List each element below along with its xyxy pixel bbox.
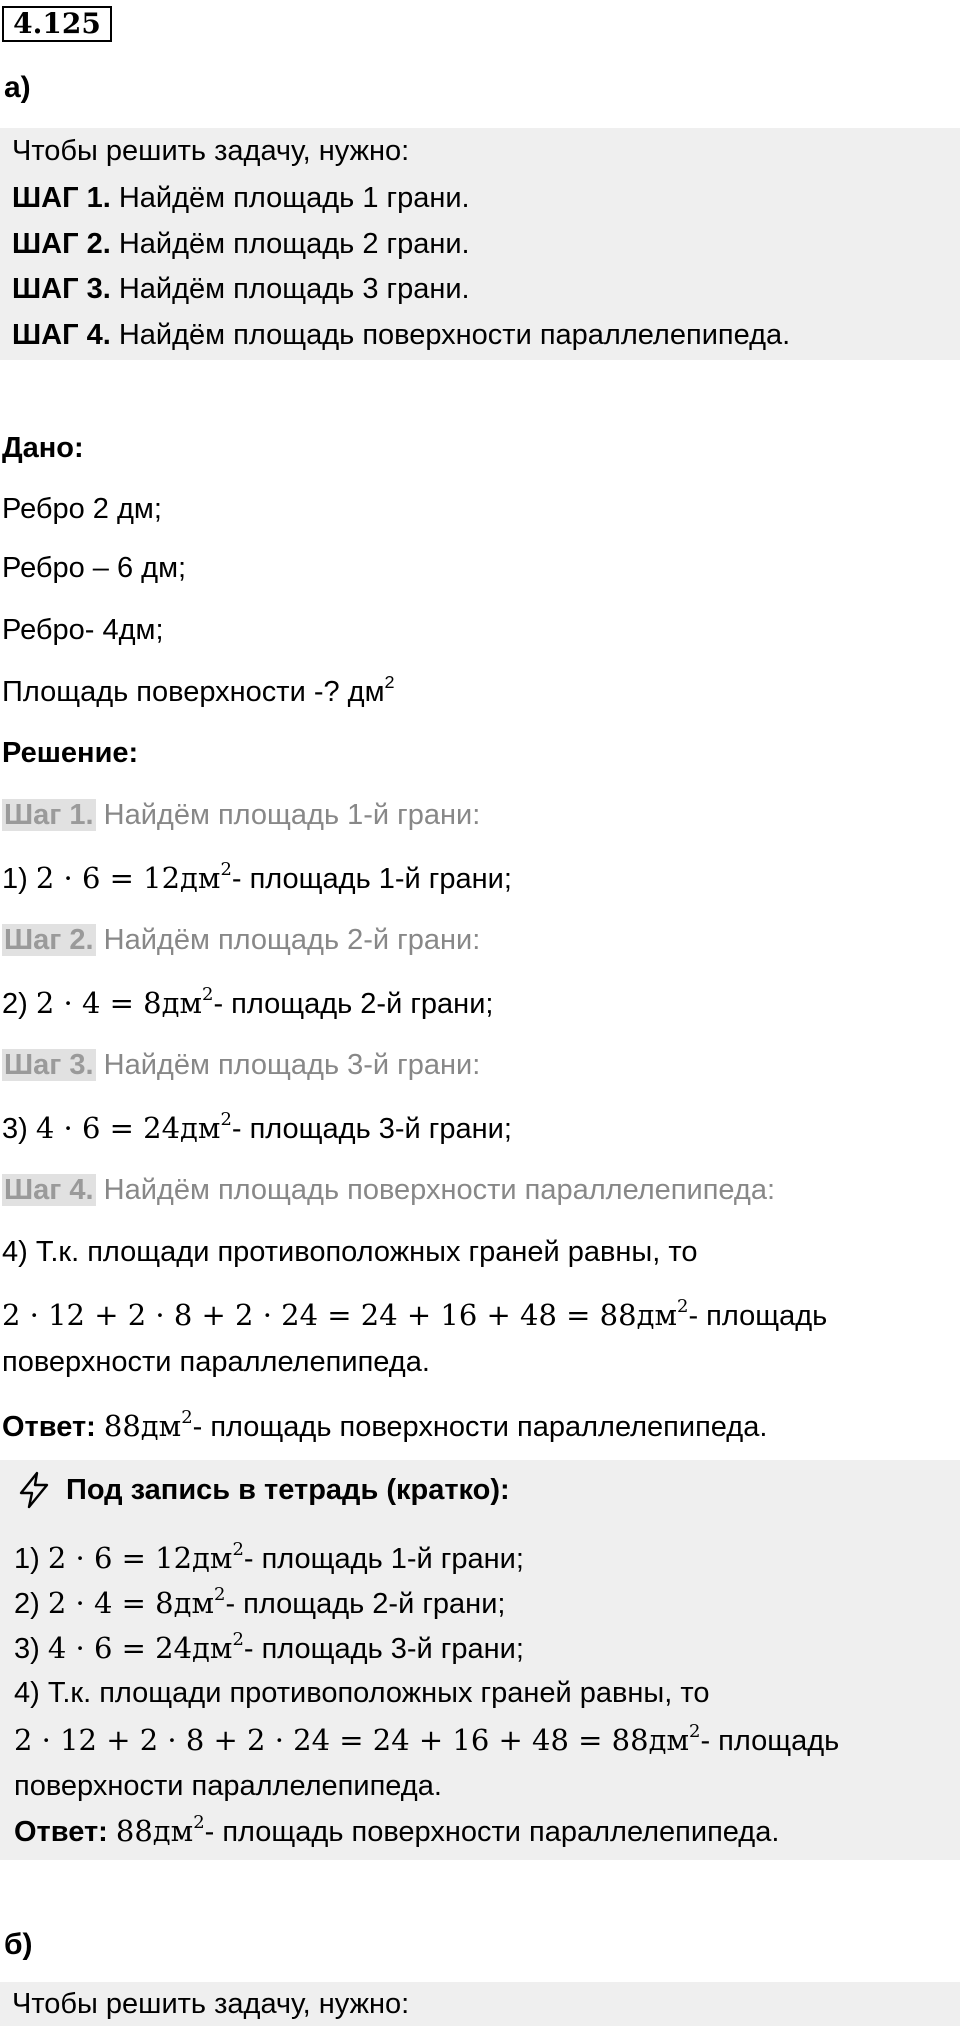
solution-step-4 (2, 1172, 775, 1208)
calc-math: 2 · 4 = 8дм (35, 986, 202, 1020)
step-tag: Шаг 3. (4, 1049, 94, 1081)
plan-intro: Чтобы решить задачу, нужно: (12, 135, 410, 167)
notebook-line-2 (14, 1585, 505, 1622)
calc-exponent: 2 (214, 1583, 226, 1605)
part-a-label: а) (4, 71, 31, 104)
calc-exponent: 2 (202, 983, 214, 1005)
answer-label: Ответ: (2, 1411, 96, 1443)
calc-exponent: 2 (232, 1628, 244, 1650)
calc-suffix: - площадь (700, 1725, 840, 1757)
notebook-block (0, 1460, 960, 1860)
calc-exponent: 2 (220, 858, 232, 880)
solution-heading: Решение: (2, 737, 139, 769)
given-line: Ребро- 4дм; (2, 614, 164, 646)
calc-math: 2 · 6 = 12дм (35, 861, 221, 895)
answer-math: 88дм (115, 1814, 194, 1848)
calc-exponent: 2 (677, 1295, 689, 1317)
part-b-label: б) (4, 1928, 33, 1961)
calc-suffix: - площадь 1-й грани; (243, 1543, 524, 1575)
step-tag: Шаг 2. (4, 924, 94, 956)
solution-step-3 (2, 1047, 480, 1083)
answer-exponent: 2 (181, 1406, 193, 1428)
calc-prefix: 3) (2, 1113, 36, 1145)
answer-suffix: - площадь поверхности параллелепипеда. (192, 1411, 768, 1443)
notebook-line-3 (14, 1630, 524, 1667)
notebook-answer-line (14, 1813, 779, 1850)
given-line-exponent: 2 (384, 671, 395, 692)
calc-prefix: 1) (14, 1543, 48, 1575)
calc-math: 2 · 12 + 2 · 8 + 2 · 24 = 24 + 16 + 48 = 88дм (2, 1298, 678, 1332)
calc-math: 4 · 6 = 24дм (47, 1631, 233, 1665)
plan-step-tag: ШАГ 2. (12, 228, 111, 260)
step-tag: Шаг 4. (4, 1174, 94, 1206)
given-line: Ребро 2 дм; (2, 493, 162, 525)
calc-suffix: - площадь (688, 1300, 828, 1332)
plan-step-text: Найдём площадь 1 грани. (118, 182, 470, 214)
plan-step-text: Найдём площадь поверхности параллелепипеда. (118, 319, 791, 351)
notebook-line-4-intro: 4) Т.к. площади противоположных граней равны, то (14, 1677, 710, 1709)
calc-math: 4 · 6 = 24дм (35, 1111, 221, 1145)
calc-suffix: - площадь 2-й грани; (213, 988, 494, 1020)
step-tag: Шаг 1. (4, 799, 94, 831)
plan-step-text: Найдём площадь 3 грани. (118, 273, 470, 305)
plan-step-text: Найдём площадь 2 грани. (118, 228, 470, 260)
notebook-line-1 (14, 1540, 524, 1577)
calc-suffix: - площадь 1-й грани; (231, 863, 512, 895)
calc-exponent: 2 (689, 1720, 701, 1742)
solution-step-2 (2, 922, 480, 958)
calc-suffix: - площадь 3-й грани; (231, 1113, 512, 1145)
given-heading: Дано: (2, 432, 84, 464)
part-b-intro: Чтобы решить задачу, нужно: (12, 1988, 410, 2020)
calc-exponent: 2 (232, 1538, 244, 1560)
given-line (2, 671, 395, 710)
step-text: Найдём площадь 1-й грани: (103, 799, 481, 831)
plan-step-tag: ШАГ 3. (12, 273, 111, 305)
answer-label: Ответ: (14, 1816, 108, 1848)
calc-line-2 (2, 985, 493, 1022)
answer-line (2, 1408, 767, 1445)
calc-suffix: - площадь 2-й грани; (225, 1588, 506, 1620)
calc-line-4-intro: 4) Т.к. площади противоположных граней равны, то (2, 1236, 698, 1268)
notebook-line-4 (14, 1722, 839, 1759)
notebook-line-4-tail: поверхности параллелепипеда. (14, 1770, 442, 1802)
part-b-plan-block (0, 1982, 960, 2026)
plan-step-4 (12, 317, 790, 353)
given-line: Ребро – 6 дм; (2, 552, 187, 584)
solution-step-1 (2, 797, 480, 833)
calc-prefix: 2) (14, 1588, 48, 1620)
plan-step-tag: ШАГ 4. (12, 319, 111, 351)
plan-step-2 (12, 226, 470, 262)
calc-line-4 (2, 1297, 827, 1334)
plan-step-1 (12, 180, 470, 216)
plan-step-3 (12, 271, 470, 307)
calc-suffix: - площадь 3-й грани; (243, 1633, 524, 1665)
answer-math: 88дм (103, 1409, 182, 1443)
answer-exponent: 2 (193, 1811, 205, 1833)
notebook-heading: Под запись в тетрадь (кратко): (66, 1474, 510, 1506)
problem-number: 4.125 (2, 6, 112, 42)
step-text: Найдём площадь поверхности параллелепипеда: (103, 1174, 776, 1206)
lightning-icon (14, 1470, 54, 1510)
step-text: Найдём площадь 2-й грани: (103, 924, 481, 956)
answer-suffix: - площадь поверхности параллелепипеда. (204, 1816, 780, 1848)
calc-line-4-tail: поверхности параллелепипеда. (2, 1346, 430, 1378)
calc-math: 2 · 12 + 2 · 8 + 2 · 24 = 24 + 16 + 48 = 88дм (14, 1723, 690, 1757)
given-line-text: Площадь поверхности -? дм (2, 676, 385, 708)
calc-prefix: 2) (2, 988, 36, 1020)
plan-block (0, 128, 960, 360)
calc-prefix: 1) (2, 863, 36, 895)
plan-step-tag: ШАГ 1. (12, 182, 111, 214)
calc-exponent: 2 (220, 1108, 232, 1130)
calc-line-3 (2, 1110, 512, 1147)
calc-math: 2 · 6 = 12дм (47, 1541, 233, 1575)
calc-line-1 (2, 860, 512, 897)
step-text: Найдём площадь 3-й грани: (103, 1049, 481, 1081)
calc-prefix: 3) (14, 1633, 48, 1665)
calc-math: 2 · 4 = 8дм (47, 1586, 214, 1620)
